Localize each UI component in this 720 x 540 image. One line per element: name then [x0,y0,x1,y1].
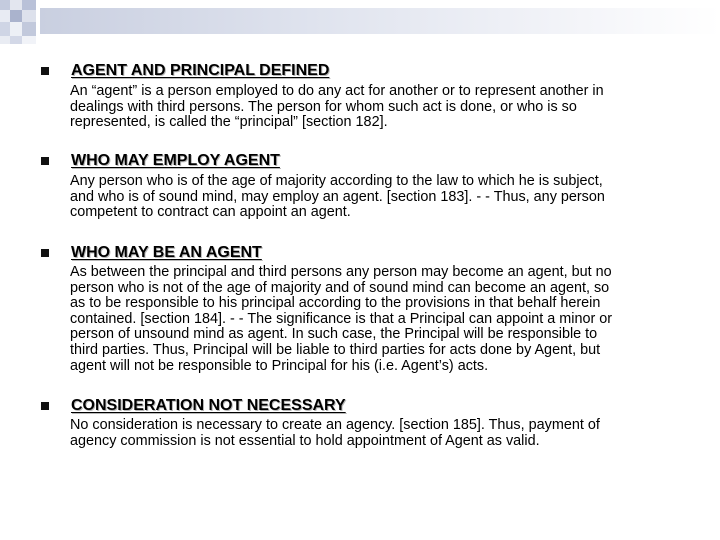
square-bullet-icon [41,67,49,75]
square-bullet-icon [41,157,49,165]
square-bullet-icon [41,249,49,257]
section-body: Any person who is of the age of majority according to the law to which he is subject, and who is of sound mind, may employ an agent. [section 183]. - - Thus, any person competent to contract can appoint an agent. [70,173,605,221]
section-heading: AGENT AND PRINCIPAL DEFINED [71,62,330,79]
section-body: No consideration is necessary to create an agency. [section 185]. Thus, payment of agency commission is not essential to hold appointment of Agent as valid. [70,417,600,449]
section-body: As between the principal and third persons any person may become an agent, but no person who is not of the age of majority and of sound mind can become an agent, so as to be responsible to his principal according to the provisions in that behalf herein contained. [section 184]. - - The significance is that a Principal can appoint a minor or person of unsound mind as agent. In such case, the Principal will be responsible to third parties. Thus, Principal will be liable to third parties for acts done by Agent, but agent will not be responsible to Principal for his (i.e. Agent’s) acts. [70,264,613,374]
square-bullet-icon [41,402,49,410]
section-heading: CONSIDERATION NOT NECESSARY [71,397,346,414]
section-body: An “agent” is a person employed to do any act for another or to represent another in dealings with third persons. The person for whom such act is done, or who is so represented, is called the “principal” [section 182]. [70,83,604,131]
section-heading: WHO MAY EMPLOY AGENT [71,152,280,169]
section-heading: WHO MAY BE AN AGENT [71,244,262,261]
